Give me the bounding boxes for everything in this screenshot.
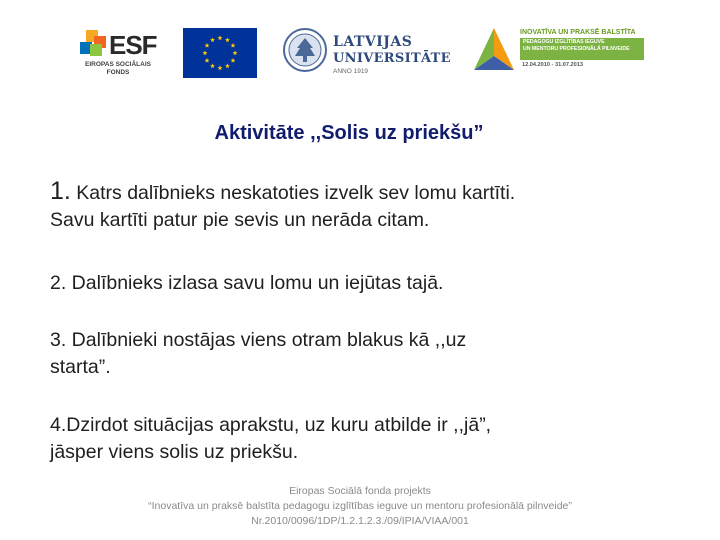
eu-star-icon: [225, 63, 230, 68]
project-title: INOVATĪVA UN PRAKSĒ BALSTĪTA: [520, 29, 636, 36]
list-item-number: 1.: [50, 177, 71, 205]
eu-star-icon: [225, 37, 230, 42]
list-item-text-continued: jāsper viens solis uz priekšu.: [50, 441, 299, 463]
project-leaf-icon: [470, 26, 518, 76]
list-item-text: 4.Dzirdot situācijas aprakstu, uz kuru atbilde ir ,,jā”,: [50, 414, 492, 436]
esf-logo: [78, 28, 160, 80]
list-item-2: [50, 270, 660, 297]
list-item-1: [50, 178, 660, 234]
list-item-4: [50, 412, 660, 466]
lu-name-line1: LATVIJAS: [333, 34, 413, 50]
list-item-text: 2. Dalībnieks izlasa savu lomu un iejūtas tajā.: [50, 272, 444, 294]
esf-logo-subtitle: EIROPAS SOCIĀLAIS FONDS: [85, 61, 151, 76]
lu-logo: [283, 24, 455, 80]
list-item-text: 3. Dalībnieki nostājas viens otram blakus kā ,,uz: [50, 329, 467, 351]
eu-star-icon: [203, 50, 208, 55]
project-logo: [470, 26, 648, 78]
project-band: PEDAGOGU IZGLĪTĪBAS IEGUVE UN MENTORU PROFESIONĀLĀ PILNVEIDE: [520, 38, 644, 60]
eu-star-icon: [205, 58, 210, 63]
eu-star-icon: [210, 63, 215, 68]
footer-line-3: Nr.2010/0096/1DP/1.2.1.2.3./09/IPIA/VIAA/001: [251, 515, 469, 527]
eu-star-icon: [218, 35, 223, 40]
lu-seal-icon: [283, 24, 327, 76]
eu-star-icon: [218, 65, 223, 70]
footer-line-2: “Inovatīva un praksē balstīta pedagogu izglītības ieguve un mentoru profesionālā pilnveide”: [148, 500, 572, 512]
eu-star-icon: [210, 37, 215, 42]
project-dates: 12.04.2010 - 31.07.2013: [522, 62, 583, 68]
list-item-text-continued: Savu kartīti patur pie sevis un nerāda citam.: [50, 209, 430, 231]
lu-subtitle: ANNO 1919: [333, 68, 369, 75]
eu-star-icon: [205, 43, 210, 48]
logo-bar: [0, 22, 720, 84]
list-item-text-continued: starta”.: [50, 356, 111, 378]
list-item-3: [50, 327, 660, 381]
eu-star-icon: [231, 43, 236, 48]
esf-mark-icon: [80, 30, 106, 56]
lu-name-line2: UNIVERSITĀTE: [333, 51, 451, 66]
eu-flag-icon: [183, 28, 257, 78]
footer: [0, 484, 720, 529]
esf-logo-text: ESF: [109, 30, 157, 60]
eu-star-icon: [231, 58, 236, 63]
eu-star-icon: [233, 50, 238, 55]
list-item-text: Katrs dalībnieks neskatoties izvelk sev lomu kartīti.: [70, 182, 516, 204]
slide-title: Aktivitāte ,,Solis uz priekšu”: [214, 122, 484, 144]
footer-line-1: Eiropas Sociālā fonda projekts: [289, 485, 431, 497]
